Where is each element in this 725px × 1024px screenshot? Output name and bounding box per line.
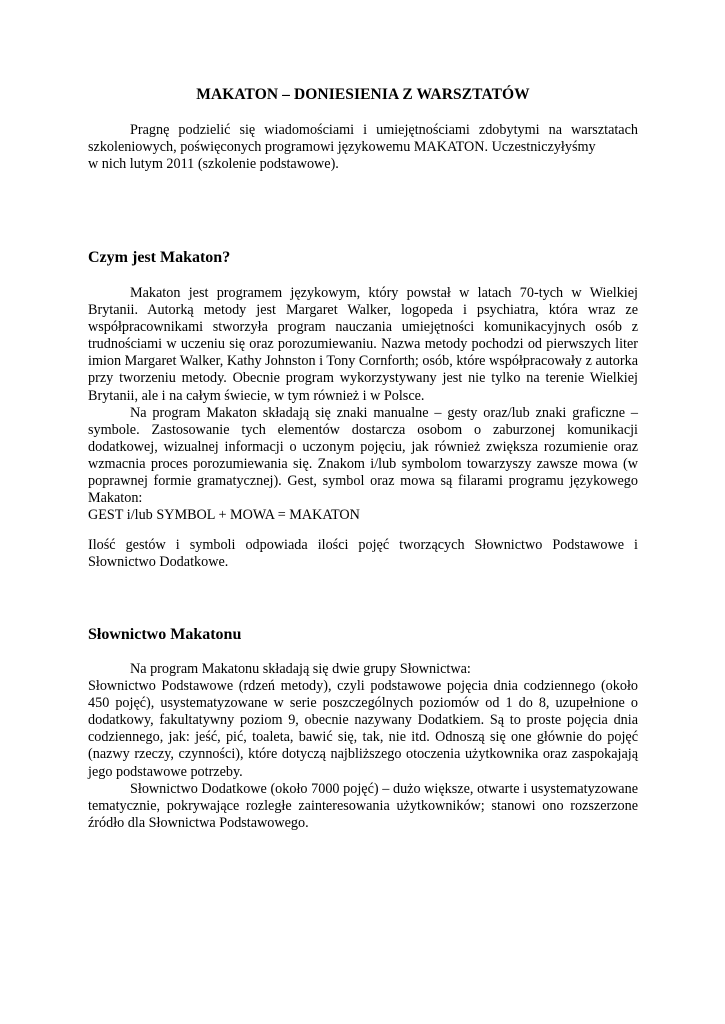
section1-paragraph-2: Na program Makaton składają się znaki manualne – gesty oraz/lub znaki graficzne – symbole. Zastosowanie tych elementów dostarcza osobom o zaburzonej komunikacji dodatkowej, wizualnej informacji o uczonym pojęciu, jak również zwiększa rozumienie oraz wzmacnia proces porozumiewania się. Znakom i/lub symbolom towarzyszy zawsze mowa (w poprawnej formie gramatycznej). Gest, symbol oraz mowa są filarami programu językowego Makaton: bbox=[88, 404, 638, 507]
section1-closing-block bbox=[88, 537, 638, 571]
makaton-formula: GEST i/lub SYMBOL + MOWA = MAKATON bbox=[88, 507, 360, 524]
section1-paragraph-3: Ilość gestów i symboli odpowiada ilości pojęć tworzących Słownictwo Podstawowe i Słownictwo Dodatkowe. bbox=[88, 537, 638, 571]
intro-paragraph-end: w nich lutym 2011 (szkolenie podstawowe). bbox=[88, 156, 339, 173]
section1-paragraph-1: Makaton jest programem językowym, który powstał w latach 70-tych w Wielkiej Brytanii. Autorką metody jest Margaret Walker, logopeda i psychiatra, która wraz ze współpracownikami stworzyła program nauczania umiejętności komunikacyjnych osób z trudnościami w uczeniu się oraz porozumiewaniu. Nazwa metody pochodzi od pierwszych liter imion Margaret Walker, Kathy Johnston i Tony Cornforth; osób, które współpracowały z autorka przy tworzeniu metody. Obecnie program wykorzystywany jest nie tylko na terenie Wielkiej Brytanii, ale i na całym świecie, w tym również i w Polsce. bbox=[88, 285, 638, 404]
section1-body bbox=[88, 285, 638, 524]
intro-block bbox=[88, 122, 638, 173]
section-heading-vocabulary: Słownictwo Makatonu bbox=[88, 626, 242, 643]
section2-intro: Na program Makatonu składają się dwie grupy Słownictwa: bbox=[130, 661, 471, 677]
section-heading-what-is-makaton: Czym jest Makaton? bbox=[88, 249, 231, 266]
section2-body bbox=[88, 661, 638, 832]
section2-paragraph-2: Słownictwo Dodatkowe (około 7000 pojęć) – dużo większe, otwarte i usystematyzowane tematycznie, pokrywające rozległe zainteresowania użytkowników; stanowi ono rozszerzone źródło dla Słownictwa Podstawowego. bbox=[88, 780, 638, 831]
section2-paragraph-1: Słownictwo Podstawowe (rdzeń metody), czyli podstawowe pojęcia dnia codziennego (około 450 pojęć), usystematyzowane w serie poszczególnych poziomów od 1 do 8, uzupełnione o dodatkowy, fakultatywny poziom 9, obecnie nazywany Dodatkiem. Są to proste pojęcia dnia codziennego, jak: jeść, pić, toaleta, bawić się, tak, nie itd. Odnoszą się one głównie do pojęć (nazwy rzeczy, czynności), które dotyczą najbliższego otoczenia użytkownika oraz zaspokajają jego podstawowe potrzeby. bbox=[88, 678, 638, 780]
document-title: MAKATON – DONIESIENIA Z WARSZTATÓW bbox=[196, 86, 530, 103]
intro-paragraph: Pragnę podzielić się wiadomościami i umiejętnościami zdobytymi na warsztatach szkoleniowych, poświęconych programowi językowemu MAKATON. Uczestniczyłyśmy bbox=[88, 122, 638, 156]
